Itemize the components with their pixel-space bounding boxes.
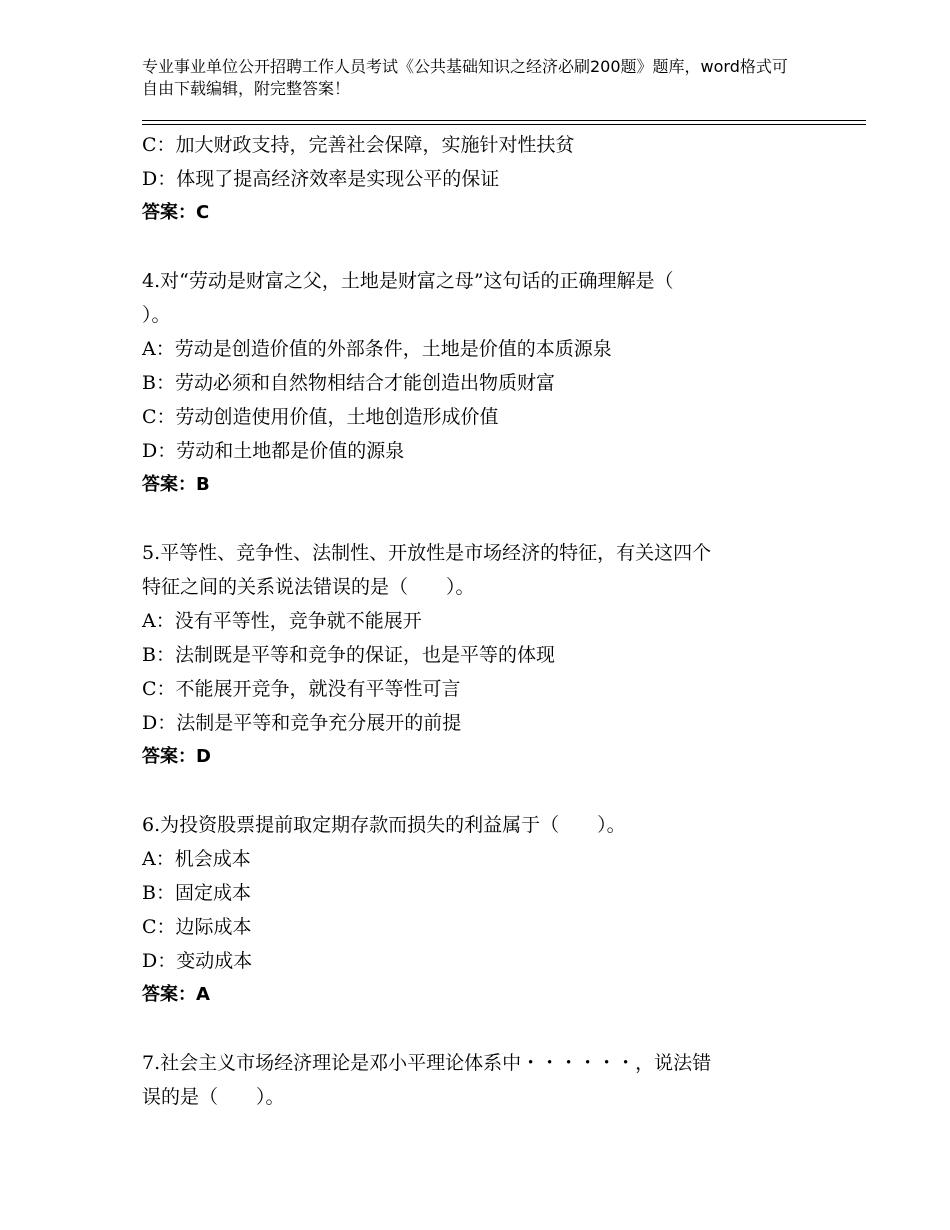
option-b: B：劳动必须和自然物相结合才能创造出物质财富 [142, 372, 555, 394]
question-carryover [142, 128, 802, 230]
option-d: D：劳动和土地都是价值的源泉 [142, 440, 405, 462]
option-a: A：机会成本 [142, 848, 251, 870]
spacer [142, 230, 802, 264]
question-6 [142, 808, 802, 1012]
option-c: C：边际成本 [142, 916, 252, 938]
option-c: C：加大财政支持，完善社会保障，实施针对性扶贫 [142, 134, 575, 156]
spacer [142, 1012, 802, 1046]
question-4 [142, 264, 802, 502]
document-title: 专业事业单位公开招聘工作人员考试《公共基础知识之经济必刷200题》题库，word格式可自由下载编辑，附完整答案！ [142, 57, 788, 98]
question-stem-line: 误的是（ ）。 [142, 1086, 285, 1108]
question-list [142, 128, 802, 1114]
option-b: B：法制既是平等和竞争的保证，也是平等的体现 [142, 644, 555, 666]
header-divider [142, 120, 866, 125]
answer-line: 答案：A [142, 984, 210, 1005]
question-stem-line: 6.为投资股票提前取定期存款而损失的利益属于（ ）。 [142, 814, 626, 836]
option-a: A：劳动是创造价值的外部条件，土地是价值的本质源泉 [142, 338, 612, 360]
question-stem-line: 7.社会主义市场经济理论是邓小平理论体系中・・・・・・，说法错 [142, 1052, 712, 1074]
spacer [142, 502, 802, 536]
document-header [142, 56, 802, 100]
option-d: D：法制是平等和竞争充分展开的前提 [142, 712, 462, 734]
question-stem-line: 4.对“劳动是财富之父，土地是财富之母”这句话的正确理解是（ [142, 270, 674, 292]
option-b: B：固定成本 [142, 882, 251, 904]
spacer [142, 774, 802, 808]
option-d: D：变动成本 [142, 950, 253, 972]
question-stem-line: 特征之间的关系说法错误的是（ ）。 [142, 576, 475, 598]
question-7 [142, 1046, 802, 1114]
question-5 [142, 536, 802, 774]
question-stem-line: ）。 [142, 304, 171, 326]
answer-line: 答案：B [142, 474, 210, 495]
answer-line: 答案：D [142, 746, 211, 767]
option-a: A：没有平等性，竞争就不能展开 [142, 610, 422, 632]
option-d: D：体现了提高经济效率是实现公平的保证 [142, 168, 500, 190]
question-stem-line: 5.平等性、竞争性、法制性、开放性是市场经济的特征，有关这四个 [142, 542, 712, 564]
answer-line: 答案：C [142, 202, 210, 223]
option-c: C：劳动创造使用价值，土地创造形成价值 [142, 406, 499, 428]
option-c: C：不能展开竞争，就没有平等性可言 [142, 678, 461, 700]
